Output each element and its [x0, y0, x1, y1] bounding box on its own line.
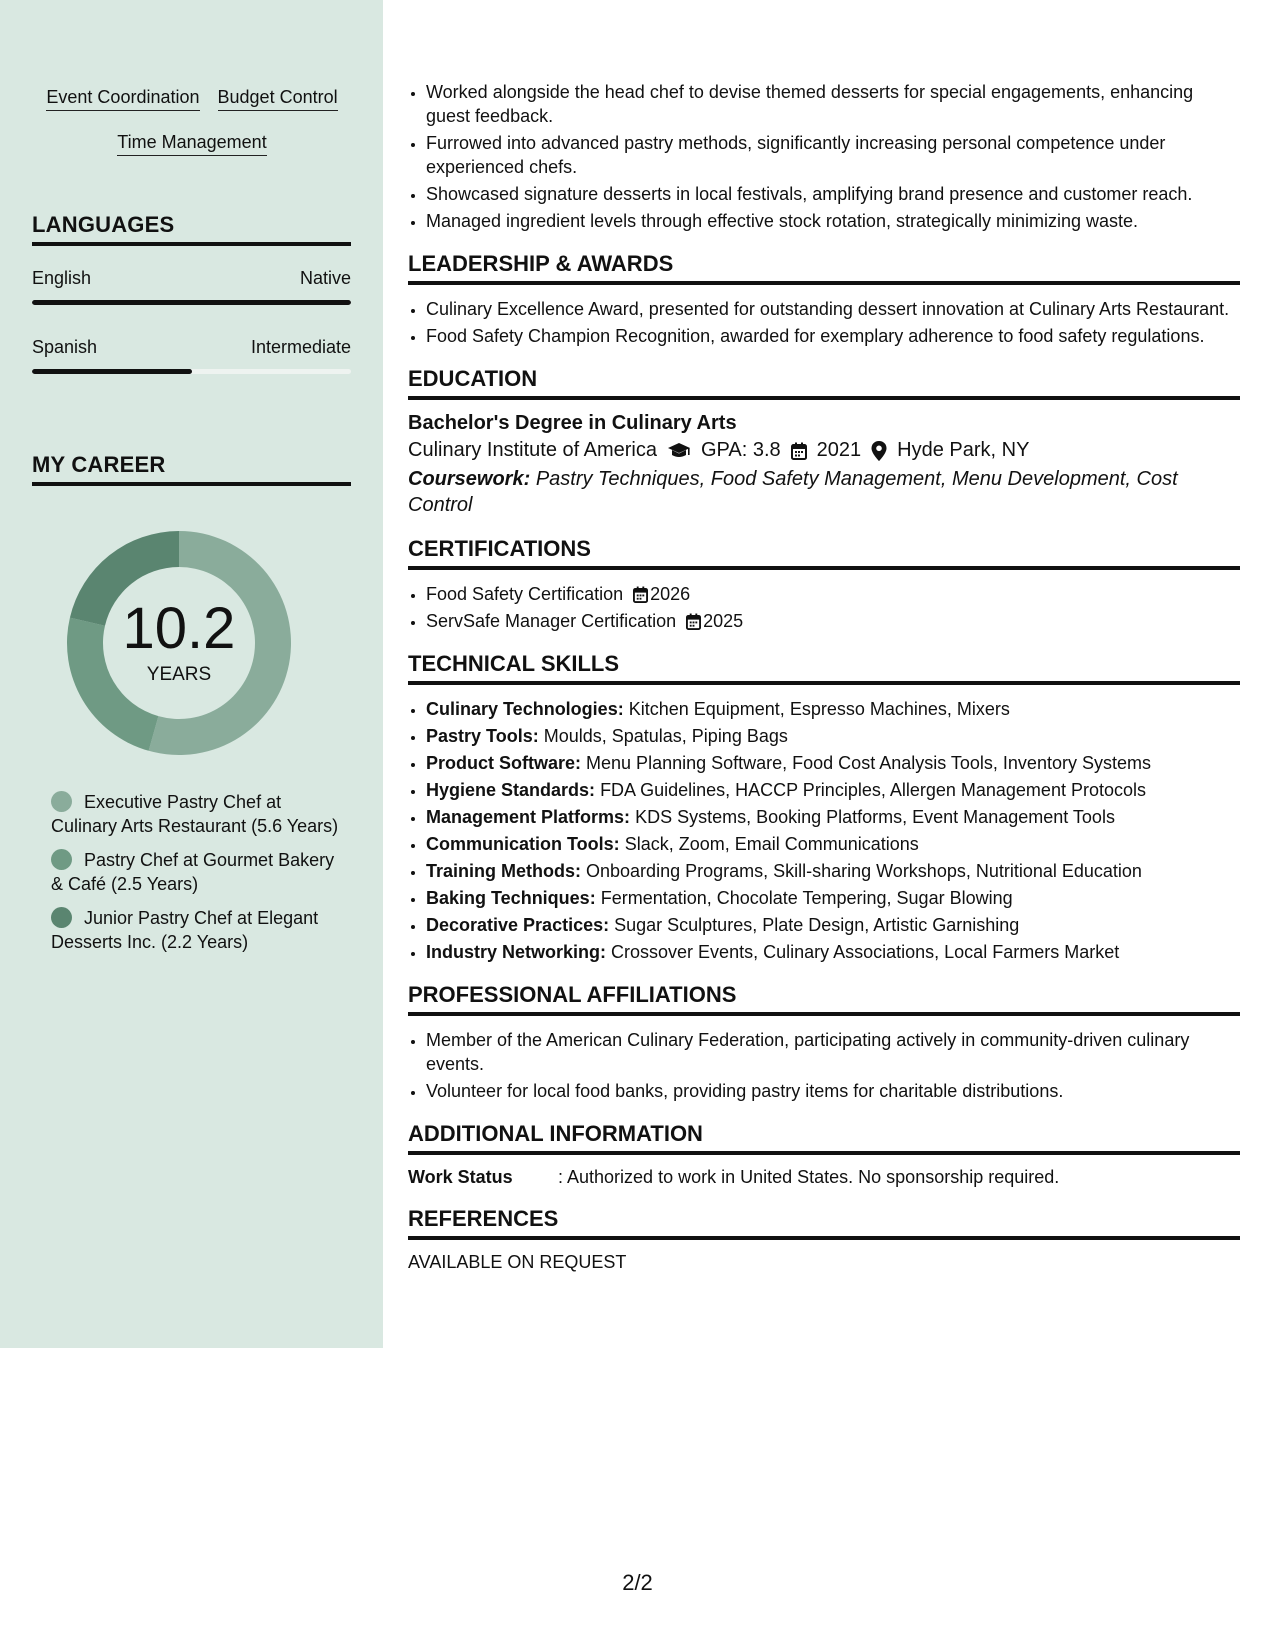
- career-total-value: 10.2: [122, 596, 236, 661]
- skill-label: Industry Networking:: [426, 942, 607, 962]
- language-row: [32, 337, 351, 358]
- career-total: [66, 530, 292, 756]
- references-heading: REFERENCES: [408, 1206, 1240, 1240]
- education-meta: [408, 439, 1240, 462]
- skill-value: Moulds, Spatulas, Piping Bags: [543, 726, 788, 746]
- main-content: [408, 80, 1240, 1273]
- certification-year: 2025: [703, 611, 744, 631]
- list-item: [426, 697, 1240, 721]
- career-heading: MY CAREER: [32, 452, 351, 486]
- skill-value: Slack, Zoom, Email Communications: [624, 834, 919, 854]
- sidebar: [0, 0, 383, 1348]
- skill-label: Pastry Tools:: [426, 726, 539, 746]
- skill-label: Management Platforms:: [426, 807, 631, 827]
- language-row: [32, 268, 351, 289]
- skill-label: Hygiene Standards:: [426, 780, 596, 800]
- list-item: [426, 724, 1240, 748]
- language-proficiency-bar: [32, 300, 351, 305]
- affiliations-list: [408, 1028, 1240, 1103]
- list-item: • Furrowed into advanced pastry methods, significantly increasing personal competence under experienced chefs.: [426, 131, 1240, 179]
- list-item: [426, 832, 1240, 856]
- language-proficiency-fill: [32, 369, 192, 374]
- work-status-label: Work Status: [408, 1167, 513, 1187]
- education-location: Hyde Park, NY: [897, 439, 1030, 461]
- languages-heading: LANGUAGES: [32, 212, 351, 246]
- education-degree: Bachelor's Degree in Culinary Arts: [408, 412, 737, 434]
- legend-dot-icon: [51, 791, 72, 812]
- certification-name: ServSafe Manager Certification: [426, 611, 677, 631]
- map-pin-icon: [871, 441, 887, 461]
- list-item: [426, 913, 1240, 937]
- calendar-icon: [791, 442, 807, 460]
- education-coursework: [408, 466, 1240, 518]
- calendar-icon: [686, 613, 701, 630]
- list-item: [426, 609, 1240, 633]
- list-item: • Food Safety Champion Recognition, awarded for exemplary adherence to food safety regulations.: [426, 324, 1240, 348]
- education-gpa: GPA: 3.8: [701, 439, 781, 461]
- coursework-label: Coursework:: [408, 468, 531, 490]
- skill-value: FDA Guidelines, HACCP Principles, Allergen Management Protocols: [600, 780, 1146, 800]
- certification-year: 2026: [650, 584, 691, 604]
- leadership-heading: LEADERSHIP & AWARDS: [408, 251, 1240, 285]
- calendar-icon: [633, 586, 648, 603]
- skill-tag: Budget Control: [218, 86, 338, 111]
- language-name: English: [32, 268, 92, 288]
- coursework-value: Pastry Techniques, Food Safety Management, Menu Development, Cost Control: [408, 468, 1178, 516]
- certifications-list: [408, 582, 1240, 633]
- skill-value: KDS Systems, Booking Platforms, Event Management Tools: [635, 807, 1115, 827]
- skill-value: Crossover Events, Culinary Associations, Local Farmers Market: [611, 942, 1120, 962]
- list-item: • Volunteer for local food banks, providing pastry items for charitable distributions.: [426, 1079, 1240, 1103]
- skill-label: Communication Tools:: [426, 834, 620, 854]
- skill-label: Culinary Technologies:: [426, 699, 624, 719]
- technical-skills-list: [408, 697, 1240, 964]
- skill-value: Sugar Sculptures, Plate Design, Artistic Garnishing: [614, 915, 1020, 935]
- career-legend-item: [51, 906, 341, 954]
- skill-value: Menu Planning Software, Food Cost Analysis Tools, Inventory Systems: [586, 753, 1151, 773]
- career-legend-label: Junior Pastry Chef at Elegant Desserts Inc. (2.2 Years): [51, 908, 319, 952]
- work-status-value: : Authorized to work in United States. No sponsorship required.: [558, 1167, 1060, 1187]
- legend-dot-icon: [51, 907, 72, 928]
- page-number: 2/2: [622, 1570, 653, 1595]
- skill-value: Kitchen Equipment, Espresso Machines, Mixers: [628, 699, 1010, 719]
- language-level: Native: [299, 268, 351, 288]
- work-status-row: [408, 1167, 1240, 1188]
- list-item: [426, 940, 1240, 964]
- skill-label: Training Methods:: [426, 861, 581, 881]
- list-item: [426, 582, 1240, 606]
- list-item: • Worked alongside the head chef to devise themed desserts for special engagements, enhancing guest feedback.: [426, 80, 1240, 128]
- skill-value: Fermentation, Chocolate Tempering, Sugar Blowing: [600, 888, 1013, 908]
- career-total-unit: YEARS: [146, 664, 212, 685]
- career-legend-label: Pastry Chef at Gourmet Bakery & Café (2.5 Years): [51, 850, 335, 894]
- list-item: [426, 751, 1240, 775]
- references-text: AVAILABLE ON REQUEST: [408, 1252, 627, 1272]
- career-legend: [51, 790, 341, 964]
- education-heading: EDUCATION: [408, 366, 1240, 400]
- language-proficiency-fill: [32, 300, 351, 305]
- skill-label: Decorative Practices:: [426, 915, 610, 935]
- certification-name: Food Safety Certification: [426, 584, 624, 604]
- graduation-cap-icon: [667, 442, 691, 460]
- list-item: • Culinary Excellence Award, presented for outstanding dessert innovation at Culinary Arts Restaurant.: [426, 297, 1240, 321]
- skill-label: Product Software:: [426, 753, 582, 773]
- list-item: • Member of the American Culinary Federation, participating actively in community-driven culinary events.: [426, 1028, 1240, 1076]
- language-name: Spanish: [32, 337, 98, 357]
- leadership-list: [408, 297, 1240, 348]
- affiliations-heading: PROFESSIONAL AFFILIATIONS: [408, 982, 1240, 1016]
- additional-info-heading: ADDITIONAL INFORMATION: [408, 1121, 1240, 1155]
- skill-value: Onboarding Programs, Skill-sharing Workshops, Nutritional Education: [586, 861, 1142, 881]
- skill-tag: Event Coordination: [46, 86, 199, 111]
- list-item: • Managed ingredient levels through effective stock rotation, strategically minimizing waste.: [426, 209, 1240, 233]
- career-legend-label: Executive Pastry Chef at Culinary Arts Restaurant (5.6 Years): [51, 792, 339, 836]
- legend-dot-icon: [51, 849, 72, 870]
- education-year: 2021: [816, 439, 862, 461]
- list-item: [426, 859, 1240, 883]
- list-item: [426, 778, 1240, 802]
- career-legend-item: [51, 848, 341, 896]
- list-item: • Showcased signature desserts in local festivals, amplifying brand presence and customer reach.: [426, 182, 1240, 206]
- education-school: Culinary Institute of America: [408, 439, 657, 461]
- career-legend-item: [51, 790, 341, 838]
- technical-skills-heading: TECHNICAL SKILLS: [408, 651, 1240, 685]
- list-item: [426, 886, 1240, 910]
- certifications-heading: CERTIFICATIONS: [408, 536, 1240, 570]
- language-level: Intermediate: [250, 337, 351, 357]
- list-item: [426, 805, 1240, 829]
- skill-tags: [32, 86, 352, 156]
- skill-tag: Time Management: [117, 131, 266, 156]
- skill-label: Baking Techniques:: [426, 888, 596, 908]
- experience-bullets: [408, 80, 1240, 233]
- language-proficiency-bar: [32, 369, 351, 374]
